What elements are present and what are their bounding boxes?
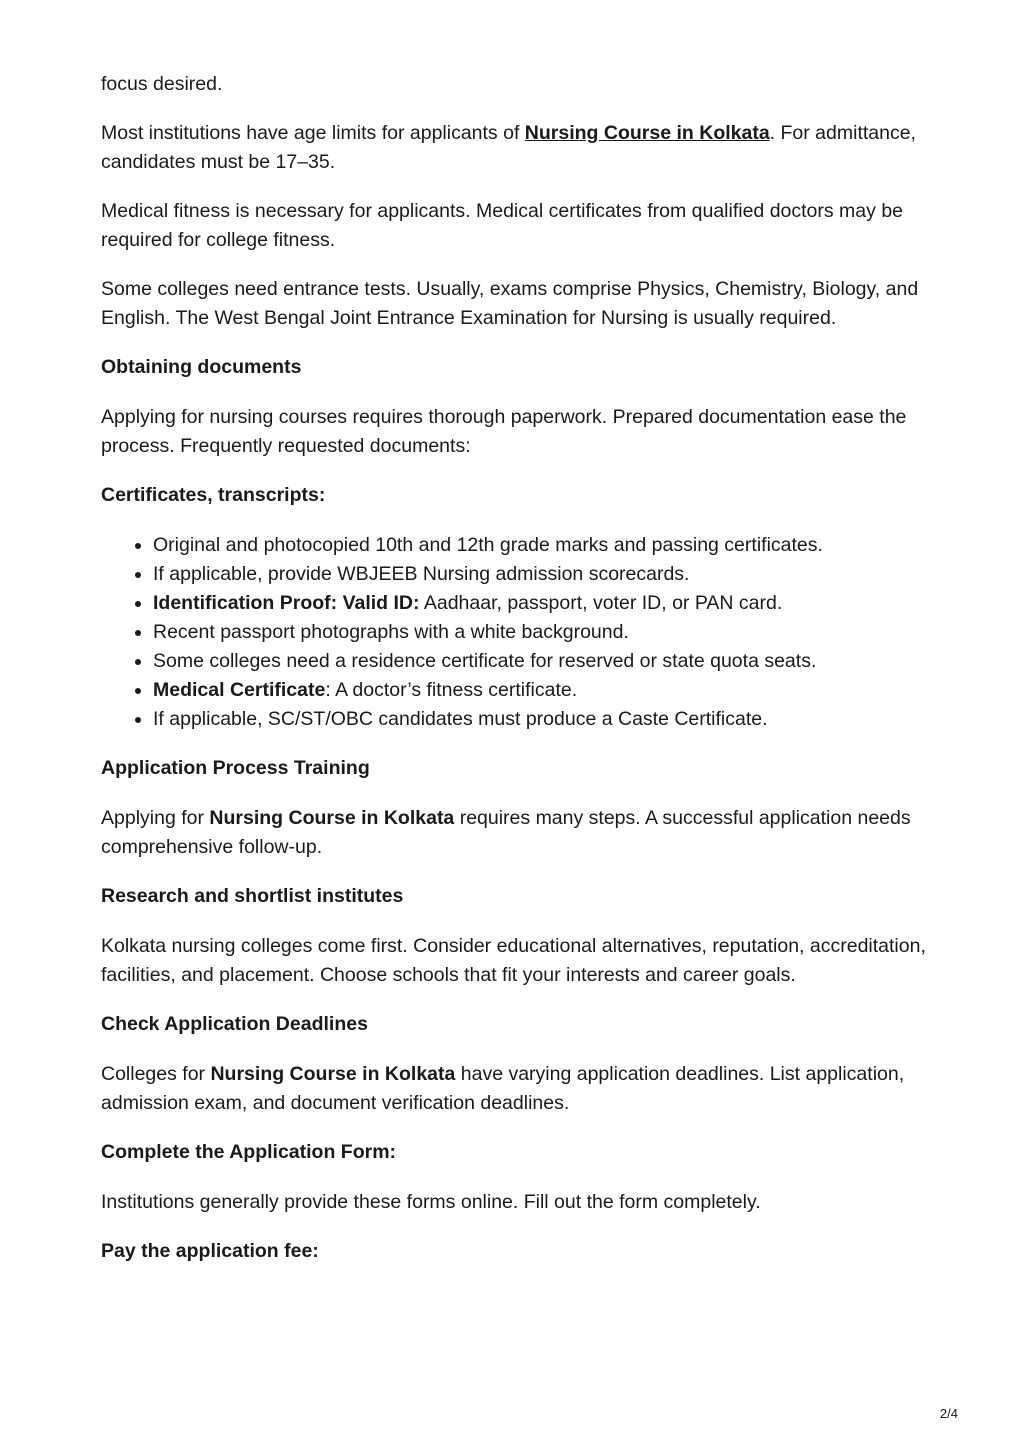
list-item-text: : A doctor’s fitness certificate.: [325, 679, 578, 701]
heading-obtaining-documents: Obtaining documents: [101, 356, 302, 378]
paragraph-forms-online: Institutions generally provide these forms online. Fill out the form completely.: [101, 1191, 761, 1213]
page-number: 2/4: [939, 1406, 958, 1421]
list-item: • Original and photocopied 10th and 12th grade marks and passing certificates.: [153, 531, 931, 560]
heading-certificates: Certificates, transcripts:: [101, 484, 326, 506]
list-item: • If applicable, SC/ST/OBC candidates must produce a Caste Certificate.: [153, 705, 931, 734]
list-item: • Recent passport photographs with a white background.: [153, 618, 931, 647]
paragraph-paperwork: Applying for nursing courses requires thorough paperwork. Prepared documentation ease the process. Frequently requested documents:: [101, 406, 907, 457]
heading-deadlines: Check Application Deadlines: [101, 1013, 368, 1035]
nursing-course-bold: Nursing Course in Kolkata: [209, 807, 455, 829]
list-item-bold: Identification Proof: Valid ID:: [153, 592, 420, 614]
nursing-course-link[interactable]: Nursing Course in Kolkata: [524, 122, 770, 144]
heading-application-process: Application Process Training: [101, 757, 370, 779]
heading-application-form: Complete the Application Form:: [101, 1141, 397, 1163]
list-item: • Some colleges need a residence certificate for reserved or state quota seats.: [153, 647, 931, 676]
document-body: [101, 70, 931, 1287]
deadlines-text-end: have varying application deadlines. List application, admission exam, and document verification deadlines.: [101, 1063, 905, 1114]
list-item-bold: Medical Certificate: [153, 679, 326, 701]
applying-text-end: requires many steps. A successful application needs comprehensive follow-up.: [101, 807, 911, 858]
applying-text-start: Applying for: [101, 807, 210, 829]
documents-list: [101, 531, 931, 734]
paragraph-medical-fitness: Medical fitness is necessary for applicants. Medical certificates from qualified doctors may be required for college fitness.: [101, 200, 904, 251]
list-item-text: Aadhaar, passport, voter ID, or PAN card.: [419, 592, 783, 614]
heading-application-fee: Pay the application fee:: [101, 1240, 319, 1262]
paragraph-focus: focus desired.: [101, 73, 223, 95]
paragraph-entrance-tests: Some colleges need entrance tests. Usually, exams comprise Physics, Chemistry, Biology, and English. The West Bengal Joint Entrance Examination for Nursing is usually required.: [101, 278, 919, 329]
paragraph-deadlines: [101, 1060, 931, 1118]
paragraph-applying: [101, 804, 931, 862]
age-limits-text-start: Most institutions have age limits for applicants of: [101, 122, 525, 144]
paragraph-age-limits: [101, 119, 931, 177]
list-item: • If applicable, provide WBJEEB Nursing admission scorecards.: [153, 560, 931, 589]
list-item: [153, 676, 931, 705]
deadlines-text-start: Colleges for: [101, 1063, 211, 1085]
age-limits-text-end: . For admittance, candidates must be 17–35.: [101, 122, 916, 173]
nursing-course-bold: Nursing Course in Kolkata: [210, 1063, 456, 1085]
heading-research: Research and shortlist institutes: [101, 885, 404, 907]
list-item: [153, 589, 931, 618]
paragraph-research: Kolkata nursing colleges come first. Consider educational alternatives, reputation, accreditation, facilities, and placement. Choose schools that fit your interests and career goals.: [101, 935, 926, 986]
